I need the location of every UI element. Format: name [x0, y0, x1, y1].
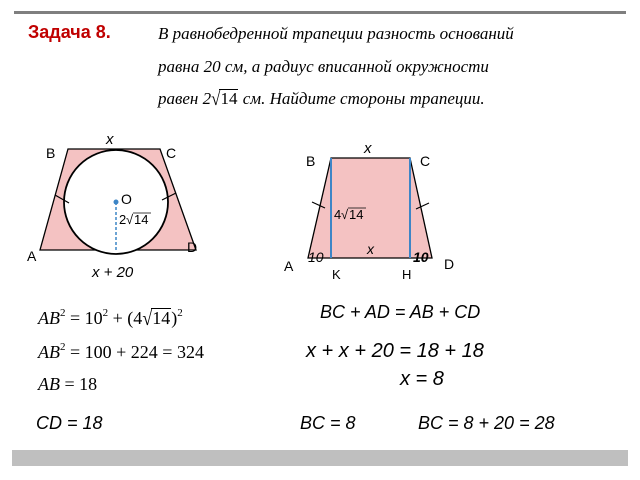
eq1-lhs: AB [38, 308, 60, 328]
fig2-height-rad: 14 [349, 207, 364, 222]
eq2-rest: = 100 + 224 = 324 [65, 342, 204, 362]
figure-1 [27, 131, 197, 281]
fig1-radius-sign: √ [126, 212, 134, 227]
bottom-bar [12, 450, 628, 466]
fig2-top-label: x [364, 140, 372, 157]
equation-1: $AB^2 = 10^2 + (4√14)^2$ [38, 306, 183, 330]
eq3-lhs: AB [38, 374, 60, 394]
fig1-label-c: C [166, 145, 177, 161]
equation-3 [38, 374, 97, 395]
fig2-label-k: K [332, 267, 341, 282]
eq1-rad: 14 [152, 308, 171, 328]
eq1-exp: 2 [60, 307, 66, 319]
problem-line-1: В равнобедренной трапеции разность оснований [158, 24, 514, 43]
fig2-label-h: H [402, 267, 412, 282]
fig1-radius-coef: 2 [119, 212, 127, 227]
substitution-equation: x + x + 20 = 18 + 18 [306, 340, 484, 362]
cd-result: CD = 18 [36, 413, 103, 433]
fig2-label-d: D [444, 256, 455, 272]
fig1-bottom-label: x + 20 [92, 264, 134, 281]
eq2-lhs: AB [38, 342, 60, 362]
fig1-top-label: x [106, 131, 114, 148]
problem-radicand: 14 [220, 89, 238, 108]
fig2-label-a: A [284, 258, 294, 274]
task-label: Задача 8. [28, 22, 111, 42]
fig2-height-sign: √ [341, 207, 349, 222]
sum-rule: BC + AD = AB + CD [320, 302, 481, 322]
eq1-plus: + (4 [108, 308, 143, 328]
fig1-label-d: D [187, 239, 198, 255]
problem-line-3-post: см. Найдите стороны трапеции. [242, 89, 485, 108]
ad-result: BC = 8 + 20 = 28 [418, 413, 555, 433]
eq1-exp3: 2 [177, 307, 183, 319]
fig1-label-b: B [46, 145, 56, 161]
center-point [114, 200, 119, 205]
eq1-exp2: 2 [102, 307, 109, 319]
problem-line-3-pre: равен 2 [158, 89, 212, 108]
fig2-label-c: C [420, 153, 431, 169]
eq1-eq: = 10 [65, 308, 103, 328]
fig2-seg-right: 10 [413, 249, 429, 265]
eq3-rest: = 18 [60, 374, 98, 394]
figure-2 [284, 140, 454, 282]
fig2-label-b: B [306, 153, 316, 169]
problem-line-2: равна 20 см, а радиус вписанной окружности [158, 57, 489, 76]
fig2-seg-left: 10 [308, 249, 324, 265]
fig1-label-o: O [121, 191, 132, 207]
equation-2 [38, 342, 204, 363]
x-result: x = 8 [400, 368, 444, 390]
eq2-exp: 2 [60, 341, 66, 353]
fig2-height-coef: 4 [334, 207, 342, 222]
fig1-label-a: A [27, 248, 37, 264]
fig2-inner-x: x [367, 241, 374, 257]
problem-line-3: равен 2√14 см. Найдите стороны трапеции. [158, 87, 485, 110]
bc-result: BC = 8 [300, 413, 356, 433]
fig1-radius-rad: 14 [134, 212, 149, 227]
eq1-close: ) [171, 308, 178, 328]
